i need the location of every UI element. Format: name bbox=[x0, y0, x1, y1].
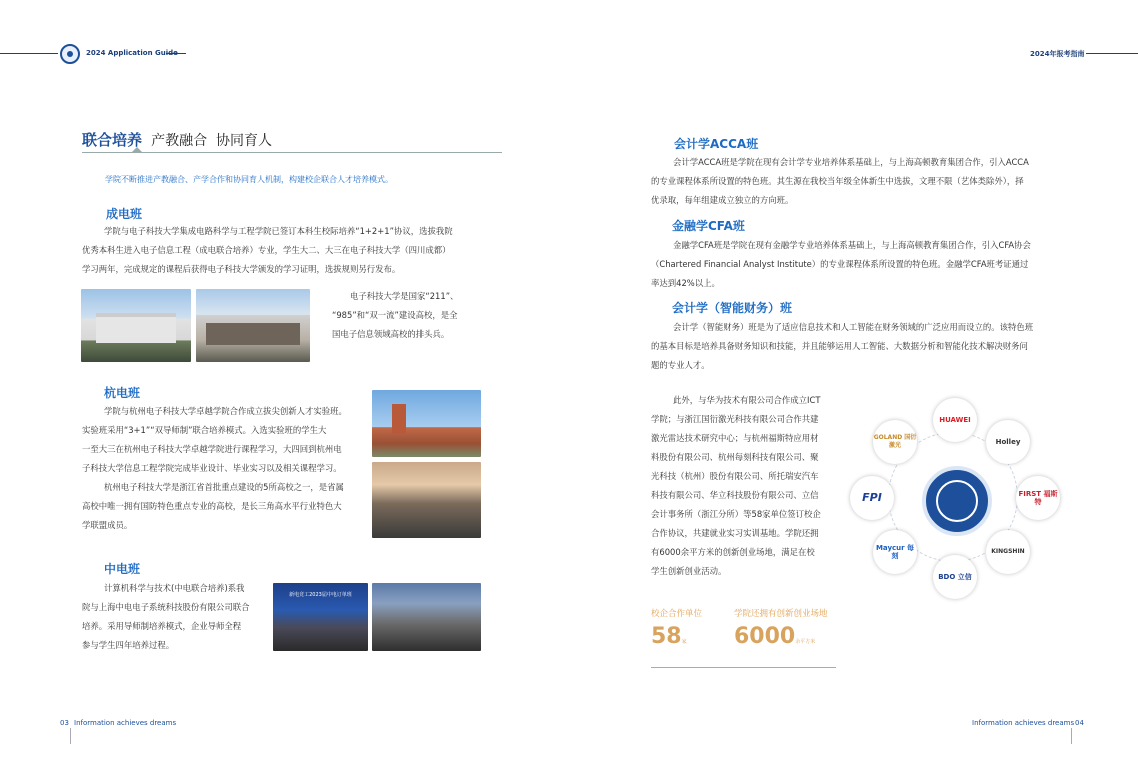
hdu-campus-photo bbox=[372, 390, 481, 457]
hangdian-line-2: 实验班采用“3+1”“双导师制”联合培养模式。入选实验班的学生大 bbox=[82, 425, 327, 435]
stat-label-space: 学院还拥有创新创业场地 bbox=[734, 609, 828, 619]
smart-finance-text bbox=[651, 318, 1066, 375]
stat-space-value: 6000 bbox=[734, 624, 796, 649]
uestc-campus-photo-1 bbox=[81, 289, 191, 362]
stat-partners bbox=[651, 624, 687, 649]
acca-text bbox=[651, 153, 1066, 210]
footer-left-slogan: Information achieves dreams bbox=[74, 719, 177, 727]
zhongdian-line-3: 培养。采用导师制培养模式，企业导师全程 bbox=[82, 621, 242, 631]
footer-left-tick bbox=[70, 728, 71, 744]
acca-line-3: 优录取，每年组建成立独立的方向班。 bbox=[651, 195, 794, 205]
stat-partners-unit: 家 bbox=[681, 639, 687, 645]
acca-line-1: 会计学ACCA班是学院在现有会计学专业培养体系基础上，与上海高顿教育集团合作，引入ACCA bbox=[673, 157, 1029, 167]
partner-holley: Holley bbox=[986, 420, 1030, 464]
stat-space bbox=[734, 624, 815, 649]
header-left-title: 2024 Application Guide bbox=[86, 49, 178, 57]
stat-label-partners: 校企合作单位 bbox=[651, 609, 703, 619]
footer-right-slogan: Information achieves dreams bbox=[972, 719, 1075, 727]
hangdian-heading: 杭电班 bbox=[104, 386, 141, 400]
zhongdian-line-1: 计算机科学与技术(中电联合培养)系我 bbox=[104, 583, 245, 593]
school-emblem-icon bbox=[922, 466, 992, 536]
hangdian-line-6: 高校中唯一拥有国防特色重点专业的高校，是长三角高水平行业特色大 bbox=[82, 501, 342, 511]
header-rule-left bbox=[0, 53, 58, 54]
section-title-sub: 产教融合 协同育人 bbox=[151, 133, 273, 149]
coop-line-1: 此外，与华为技术有限公司合作成立ICT bbox=[673, 395, 821, 405]
hangdian-line-7: 学联盟成员。 bbox=[82, 520, 133, 530]
acca-line-2: 的专业课程体系所设置的特色班。其生源在我校当年级全体新生中选拔，文理不限（艺体类除外），择 bbox=[651, 176, 1024, 186]
hangdian-line-1: 学院与杭州电子科技大学卓越学院合作成立拔尖创新人才实验班。 bbox=[104, 406, 347, 416]
partner-first: FIRST 福斯特 bbox=[1016, 476, 1060, 520]
uestc-side-text bbox=[332, 287, 492, 344]
chengdian-line-3: 学习两年，完成规定的课程后获得电子科技大学颁发的学习证明，选拔规则另行发布。 bbox=[82, 264, 401, 274]
partner-bdo: BDO 立信 bbox=[933, 555, 977, 599]
zhongdian-group-photo-2 bbox=[372, 583, 481, 651]
hangdian-line-5: 杭州电子科技大学是浙江省首批重点建设的5所高校之一，是省属 bbox=[104, 482, 344, 492]
coop-line-5: 光科技（杭州）股份有限公司、所托瑞安汽车 bbox=[651, 471, 819, 481]
cfa-line-1: 金融学CFA班是学院在现有金融学专业培养体系基础上，与上海高顿教育集团合作，引入CFA协会 bbox=[673, 240, 1031, 250]
chengdian-line-2: 优秀本科生进入电子信息工程（成电联合培养）专业，学生大二、大三在电子科技大学（四川成都） bbox=[82, 245, 451, 255]
coop-line-8: 合作协议，共建就业实习实训基地。学院还拥 bbox=[651, 528, 819, 538]
hdu-students-photo bbox=[372, 462, 481, 538]
uestc-side-line-3: 国电子信息领域高校的排头兵。 bbox=[332, 329, 450, 339]
hangdian-line-3: 一至大三在杭州电子科技大学卓越学院进行课程学习，大四回到杭州电 bbox=[82, 444, 342, 454]
footer-left-number: 03 bbox=[60, 719, 69, 727]
smart-line-2: 的基本目标是培养具备财务知识和技能，并且能够运用人工智能、大数据分析和智能化技术解决财务问 bbox=[651, 341, 1028, 351]
partner-huawei: HUAWEI bbox=[933, 398, 977, 442]
zhongdian-heading: 中电班 bbox=[104, 562, 141, 576]
coop-line-3: 激光雷达技术研究中心；与杭州福斯特应用材 bbox=[651, 433, 819, 443]
smart-finance-heading: 会计学（智能财务）班 bbox=[672, 301, 793, 315]
zhongdian-line-2: 院与上海中电电子系统科技股份有限公司联合 bbox=[82, 602, 250, 612]
header-right-title: 2024年报考指南 bbox=[1030, 50, 1085, 58]
cfa-line-3: 率达到42%以上。 bbox=[651, 278, 720, 288]
cooperation-text bbox=[651, 391, 843, 581]
cfa-line-2: （Chartered Financial Analyst Institute）的专业课程体系所设置的特色班。金融学CFA班考证通过 bbox=[651, 259, 1029, 269]
chengdian-line-1: 学院与电子科技大学集成电路科学与工程学院已签订本科生校际培养“1+2+1”协议，选拔我院 bbox=[104, 226, 453, 236]
coop-line-2: 学院；与浙江国衍激光科技有限公司合作共建 bbox=[651, 414, 819, 424]
uestc-side-line-1: 电子科技大学是国家“211”、 bbox=[350, 291, 459, 301]
header-rule-right bbox=[1086, 53, 1138, 54]
partner-goland: GOLAND 国衍激光 bbox=[873, 420, 917, 464]
stat-space-unit: 余平方米 bbox=[795, 639, 816, 645]
zhongdian-group-photo-1 bbox=[273, 583, 368, 651]
school-logo-icon bbox=[60, 44, 80, 64]
hangdian-text bbox=[82, 402, 368, 535]
coop-line-7: 会计事务所（浙江分所）等58家单位签订校企 bbox=[651, 509, 821, 519]
zhongdian-banner-text: 新电竞工2023届中电订单班 bbox=[289, 592, 352, 598]
partner-kingshin: KINGSHIN bbox=[986, 530, 1030, 574]
chengdian-heading: 成电班 bbox=[106, 207, 143, 221]
coop-line-6: 科技有限公司、华立科技股份有限公司、立信 bbox=[651, 490, 819, 500]
acca-heading: 会计学ACCA班 bbox=[674, 137, 759, 151]
section-title-pointer bbox=[132, 147, 142, 152]
footer-right-tick bbox=[1071, 728, 1072, 744]
coop-line-9: 有6000余平方米的创新创业场地，满足在校 bbox=[651, 547, 815, 557]
uestc-side-line-2: “985”和“双一流”建设高校，是全 bbox=[332, 310, 458, 320]
partner-maycur: Maycur 每刻 bbox=[873, 530, 917, 574]
cfa-heading: 金融学CFA班 bbox=[672, 219, 745, 233]
zhongdian-line-4: 参与学生四年培养过程。 bbox=[82, 640, 175, 650]
stats-rule bbox=[651, 667, 836, 668]
uestc-campus-photo-2 bbox=[196, 289, 310, 362]
zhongdian-text bbox=[82, 579, 262, 655]
section-title-rule bbox=[82, 152, 502, 153]
section-title-main: 联合培养 bbox=[82, 131, 143, 149]
section-intro: 学院不断推进产教融合、产学合作和协同育人机制，构建校企联合人才培养模式。 bbox=[105, 175, 393, 184]
footer-right-number: 04 bbox=[1075, 719, 1084, 727]
hangdian-line-4: 子科技大学信息工程学院完成毕业设计、毕业实习以及相关课程学习。 bbox=[82, 463, 342, 473]
smart-line-3: 题的专业人才。 bbox=[651, 360, 710, 370]
smart-line-1: 会计学（智能财务）班是为了适应信息技术和人工智能在财务领域的广泛应用而设立的。该特色班 bbox=[673, 322, 1034, 332]
chengdian-text bbox=[82, 222, 482, 279]
coop-line-10: 学生创新创业活动。 bbox=[651, 566, 727, 576]
cfa-text bbox=[651, 236, 1066, 293]
coop-line-4: 料股份有限公司、杭州每刻科技有限公司、聚 bbox=[651, 452, 819, 462]
stat-partners-value: 58 bbox=[651, 624, 682, 649]
section-title bbox=[82, 129, 272, 150]
partner-fpi: FPI bbox=[850, 476, 894, 520]
